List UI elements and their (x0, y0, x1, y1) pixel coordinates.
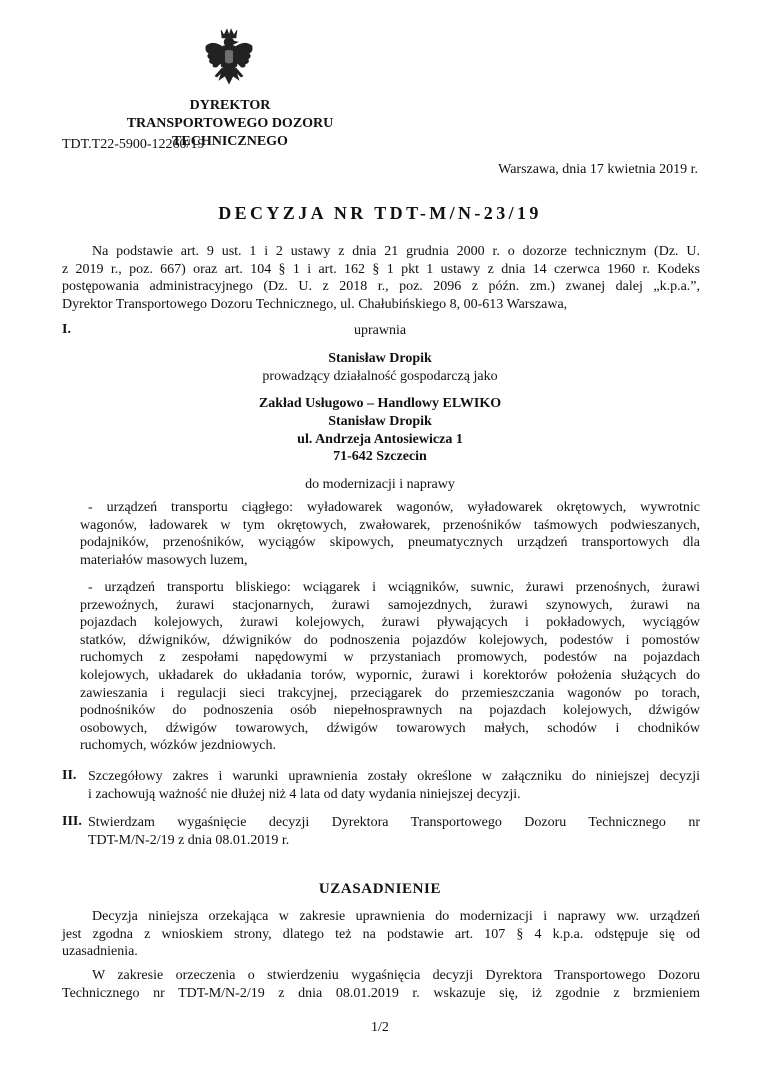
list-line: ruchomych z zespołami napędowymi w przystaniach promowych, podestów na pojazdach (80, 650, 700, 666)
place-and-date: Warszawa, dnia 17 kwietnia 2019 r. (498, 162, 698, 177)
section-1-verb: uprawnia (353, 323, 407, 338)
close-transport-list (80, 579, 700, 755)
list-line: pojazdach kolejowych, żurawi kolejowych, żurawi pływających i pokładowych, wyciągów (80, 615, 700, 631)
justification-paragraph-1 (62, 908, 700, 961)
legal-basis-line: Dyrektor Transportowego Dozoru Technicznego, ul. Chałubińskiego 8, 00-613 Warszawa, (62, 296, 568, 312)
scope-label: do modernizacji i naprawy (305, 477, 455, 492)
company-owner: Stanisław Dropik (328, 413, 432, 429)
section-3-line: Stwierdzam wygaśnięcie decyzji Dyrektora Transportowego Dozoru Technicznego nr (88, 815, 700, 830)
polish-eagle-emblem-icon (203, 26, 255, 92)
section-1-numeral: I. (62, 322, 71, 337)
section-2-line: i zachowują ważność nie dłużej niż 4 lata od daty wydania niniejszej decyzji. (88, 786, 521, 802)
reference-number: TDT.T22-5900-12260/19 (62, 137, 205, 152)
legal-basis-paragraph (62, 243, 700, 313)
section-3-text (88, 814, 700, 849)
list-line: - urządzeń transportu bliskiego: wciągarek i wciągników, suwnic, żurawi przenośnych, żurawi (88, 580, 700, 595)
page-number: 1/2 (371, 1020, 389, 1035)
company-street: ul. Andrzeja Antosiewicza 1 (297, 431, 463, 447)
list-line: podnośników do podnoszenia osób niepełnosprawnych na pojazdach kolejowych, dźwigów (80, 703, 700, 719)
list-line: kolejowych, układarek do układania torów, wypornic, żurawi i korektorów położenia służących do (80, 667, 700, 683)
list-line: - urządzeń transportu ciągłego: wyładowarek wagonów, wyładowarek okrętowych, wywrotnic (88, 500, 700, 515)
list-line: osobowych, dźwigów towarowych, dźwigów towarowych małych, schodów i chodników (80, 720, 700, 736)
continuous-transport-list (80, 499, 700, 569)
justification-line: Decyzja niniejsza orzekająca w zakresie uprawnienia do modernizacji i naprawy ww. urządzeń (92, 909, 700, 924)
section-3-line: TDT-M/N-2/19 z dnia 08.01.2019 r. (88, 832, 290, 848)
list-line: materiałów masowych luzem, (80, 552, 248, 568)
holder-block (0, 350, 760, 386)
decision-title: DECYZJA NR TDT-M/N-23/19 (218, 203, 542, 223)
company-block (0, 395, 760, 466)
justification-line: jest zgodna z wnioskiem strony, dlatego też na podstawie art. 107 § 4 k.p.a. odstępuje się od (62, 926, 700, 942)
justification-line: W zakresie orzeczenia o stwierdzeniu wygaśnięcia decyzji Dyrektora Transportowego Dozoru (92, 968, 700, 983)
section-3-numeral: III. (62, 814, 82, 829)
holder-name: Stanisław Dropik (328, 351, 432, 366)
list-line: podajników, przenośników, wyciągów skipowych, pneumatycznych urządzeń transportowych dla (80, 535, 700, 551)
justification-paragraph-2 (62, 967, 700, 1002)
issuer-title: DYREKTOR (189, 98, 271, 113)
company-name: Zakład Usługowo – Handlowy ELWIKO (258, 396, 502, 411)
holder-activity: prowadzący działalność gospodarczą jako (262, 368, 498, 384)
legal-basis-line: Na podstawie art. 9 ust. 1 i 2 ustawy z dnia 21 grudnia 2000 r. o dozorze technicznym (Dz. U. (92, 244, 700, 259)
section-2-line: Szczegółowy zakres i warunki uprawnienia zostały określone w załączniku do niniejszej decyzji (88, 769, 700, 784)
section-2-text (88, 768, 700, 803)
justification-heading: UZASADNIENIE (318, 881, 442, 897)
issuer-name: TRANSPORTOWEGO DOZORU TECHNICZNEGO (126, 116, 334, 149)
legal-basis-line: z 2019 r., poz. 667) oraz art. 104 § 1 i art. 162 § 1 pkt 1 ustawy z dnia 14 czerwca 1960 r. Kodeks (62, 261, 700, 277)
list-line: zawieszania i regulacji sieci trakcyjnej, przeciągarek do przemieszczania wagonów po torach, (80, 685, 700, 701)
list-line: statków, dźwigników, dźwigników do podnoszenia pojazdów kolejowych, podestów i pomostów (80, 632, 700, 648)
list-line: ruchomych, wózków jezdniowych. (80, 738, 276, 754)
justification-line: uzasadnienia. (62, 944, 138, 960)
company-city: 71-642 Szczecin (333, 449, 427, 465)
legal-basis-line: postępowania administracyjnego (Dz. U. z 2018 r., poz. 2096 z późn. zm.) zwanej dalej „k.p.a.”, (62, 279, 700, 295)
section-2-numeral: II. (62, 768, 77, 783)
list-line: przewoźnych, żurawi stacjonarnych, żurawi samojezdnych, żurawi szynowych, żurawi na (80, 597, 700, 613)
justification-line: Technicznego nr TDT-M/N-2/19 z dnia 08.01.2019 r. wskazuje się, iż zgodnie z brzmieniem (62, 985, 700, 1001)
list-line: wagonów, ładowarek w tym okrętowych, zwałowarek, przenośników taśmowych podwieszanych, (80, 517, 700, 533)
